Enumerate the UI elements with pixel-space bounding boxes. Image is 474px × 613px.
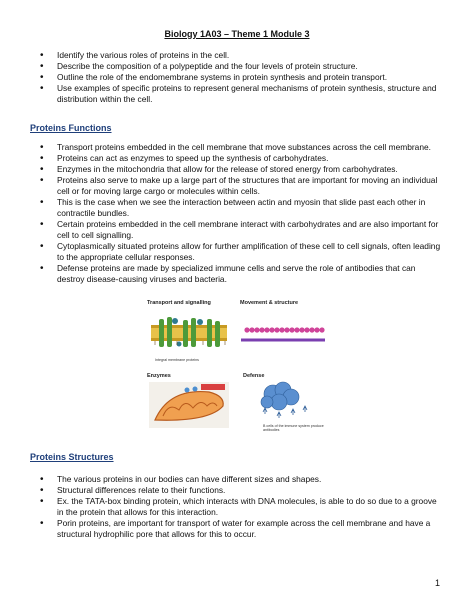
- movement-structure-label: Movement & structure: [240, 300, 299, 306]
- list-item: • Outline the role of the endomembrane systems in protein synthesis and protein transport.: [40, 72, 445, 83]
- membrane-transport-illustration: [149, 309, 231, 357]
- list-item: • Cytoplasmically situated proteins allow for further amplification of these cell to cell signals, often leading to the appropriate cellular responses.: [40, 241, 445, 263]
- list-item: • Use examples of specific proteins to represent general mechanisms of protein synthesis, structure and distribution within the cell.: [40, 83, 445, 105]
- list-item: • Transport proteins embedded in the cell membrane that move substances across the cell membrane.: [40, 142, 445, 153]
- objectives-list: [40, 50, 445, 105]
- section-heading-functions: Proteins Functions: [30, 123, 112, 133]
- functions-list: [40, 142, 445, 285]
- list-item: • Identify the various roles of proteins in the cell.: [40, 50, 445, 61]
- enzymes-label: Enzymes: [147, 373, 171, 379]
- list-item: • Ex. the TATA-box binding protein, which interacts with DNA molecules, is able to do so due to a groove in the protein that allows for this interaction.: [40, 496, 445, 518]
- section-heading-structures: Proteins Structures: [30, 452, 114, 462]
- defense-label: Defense: [243, 373, 265, 379]
- list-item: • Enzymes in the mitochondria that allow for the release of stored energy from carbohydrates.: [40, 164, 445, 175]
- integral-membrane-caption: Integral membrane proteins: [155, 358, 199, 362]
- list-item: • Proteins can act as enzymes to speed up the synthesis of carbohydrates.: [40, 153, 445, 164]
- mitochondria-enzyme-illustration: [149, 382, 229, 428]
- list-item: • Describe the composition of a polypeptide and the four levels of protein structure.: [40, 61, 445, 72]
- list-item: • Structural differences relate to their functions.: [40, 485, 445, 496]
- list-item: • Certain proteins embedded in the cell membrane interact with carbohydrates and are also important for cell to cell signalling.: [40, 219, 445, 241]
- list-item: • The various proteins in our bodies can have different sizes and shapes.: [40, 474, 445, 485]
- actin-myosin-illustration: [239, 316, 329, 352]
- transport-signalling-label: Transport and signalling: [147, 300, 211, 306]
- defense-caption: B cells of the immune system produce antibodies: [263, 424, 324, 432]
- antibody-defense-illustration: [243, 380, 325, 424]
- protein-functions-figure: [143, 300, 331, 430]
- list-item: • This is the case when we see the interaction between actin and myosin that slide past each other in contractile bundles.: [40, 197, 445, 219]
- page-number: 1: [434, 578, 440, 588]
- list-item: • Defense proteins are made by specialized immune cells and serve the role of antibodies that can destroy disease-causing viruses and bacteria.: [40, 263, 445, 285]
- page-title: Biology 1A03 – Theme 1 Module 3: [164, 29, 310, 39]
- list-item: • Porin proteins, are important for transport of water for example across the cell membrane and have a structural hydrophilic pore that allows for this to occur.: [40, 518, 445, 540]
- list-item: • Proteins also serve to make up a large part of the structures that are important for moving an individual cell or for moving large cargo or molecules within cells.: [40, 175, 445, 197]
- structures-list: [40, 474, 445, 540]
